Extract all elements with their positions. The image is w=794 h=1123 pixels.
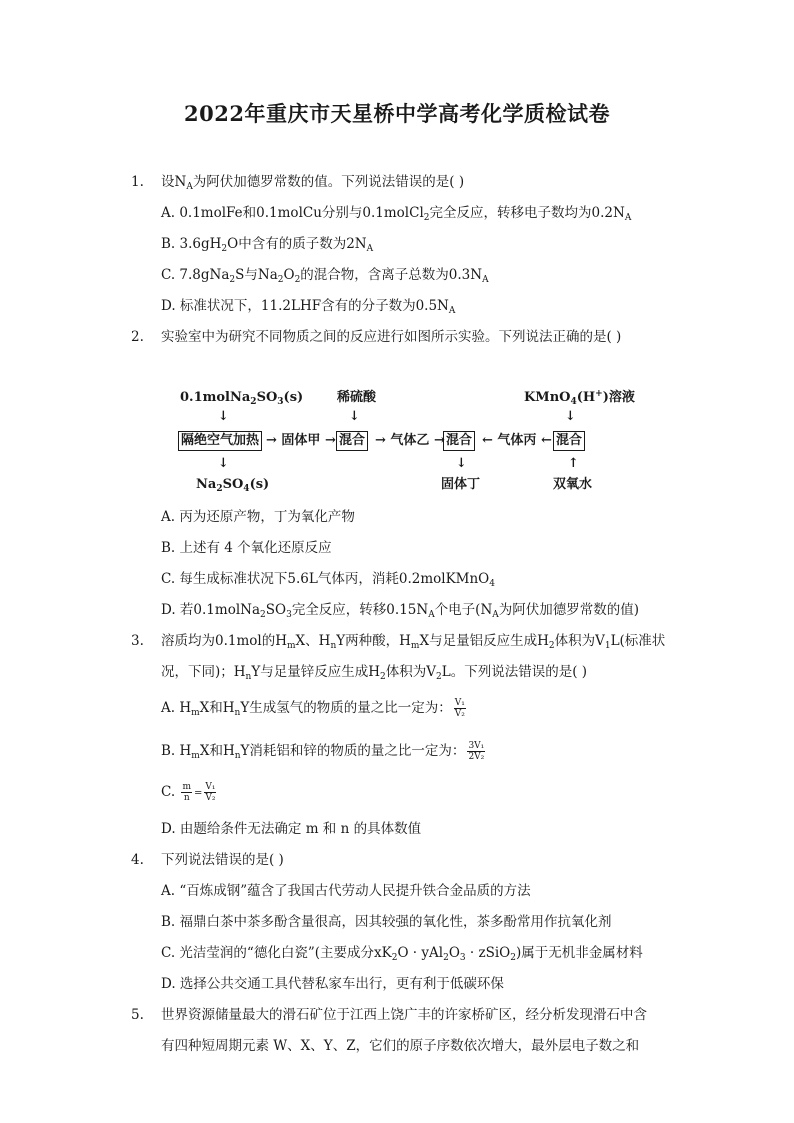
reagent-na2so3: $0.1molNa_2SO_3(s)$ [180,390,304,407]
option-a: A. $H_mX$和$H_nY$生成氢气的物质的量之比一定为： $\frac{\text{V₁}}{\text{V₂}}$ [161,698,465,719]
label-solid-a: → 固体甲 → [266,433,336,448]
option-b: B. 福鼎白茶中茶多酚含量很高，因其较强的氧化性，茶多酚常用作抗氧化剂 [161,914,612,930]
box-mix-2: 混合 [443,431,475,451]
fraction: $\frac{\text{V₁}}{\text{V₂}}$ [205,782,216,803]
option-a: A. 丙为还原产物，丁为氧化产物 [161,509,355,525]
down-arrow: ↓ [218,409,229,424]
question-number: 3. [131,633,144,649]
reagent-kmno4: KMnO$_4$(H+)溶液 [524,389,635,407]
question-number: 4. [131,852,144,868]
option-d: D. 标准状况下，11.2LHF含有的分子数为$0.5N_A$ [161,298,456,316]
option-d: D. 选择公共交通工具代替私家车出行，更有利于低碳环保 [161,976,504,992]
question-stem: 实验室中为研究不同物质之间的反应进行如图所示实验。下列说法正确的是( ) [161,329,622,345]
reagent-sulfuric-acid: 稀硫酸 [337,390,377,405]
option-c: C. 每生成标准状况下5.6L气体丙，消耗0.2molKMnO$_4$ [161,571,495,589]
option-d: D. 若$0.1molNa_2SO_3$完全反应，转移$0.15N_A$个电子($N_A$为阿伏加德罗常数的值) [161,602,640,620]
question-stem-cont: 况，下同)；$H_nY$与足量锌反应生成$H_2$体积为$V_2L$。下列说法错误的是( ) [161,664,588,682]
box-mix-1: 混合 [336,431,368,451]
reagent-h2o2: 双氧水 [553,477,593,492]
option-b: B. $H_mX$和$H_nY$消耗铝和锌的物质的量之比一定为： $\frac{\text{3V₁}}{\text{2V₂}}$ [161,741,485,762]
question-stem: 下列说法错误的是( ) [161,852,284,868]
question-number: 2. [131,329,144,345]
option-c: C. 光洁莹润的“德化白瓷”(主要成分$xK_2O \cdot yAl_2O_3$ · zSiO$_2$)属于无机非金属材料 [161,945,643,963]
fraction: $\frac{\text{V₁}}{\text{V₂}}$ [454,698,465,719]
down-arrow: ↓ [456,456,467,471]
option-c: C. 7.8gNa$_2$S与$Na_2O_2$的混合物，含离子总数为$0.3N_A$ [161,267,489,285]
question-stem: 设$N_A$为阿伏加德罗常数的值。下列说法错误的是( ) [161,174,465,192]
option-c: C. $\frac{m}{n}$ = $\frac{\text{V₁}}{\text{V₂}}$ [161,782,216,803]
fraction: $\frac{m}{n}$ [182,782,191,803]
down-arrow: ↓ [565,409,576,424]
option-b: B. 上述有 4 个氧化还原反应 [161,540,332,556]
option-a: A. “百炼成钢”蕴含了我国古代劳动人民提升铁合金品质的方法 [161,883,531,899]
label-gas-b: → 气体乙 → [375,433,445,448]
box-mix-3: 混合 [553,431,585,451]
option-b: B. $3.6gH_2O$中含有的质子数为$2N_A$ [161,236,374,254]
product-solid-d: 固体丁 [441,477,481,492]
down-arrow: ↓ [349,409,360,424]
label-gas-c: ← 气体丙 ← [482,433,552,448]
down-arrow: ↓ [218,456,229,471]
question-stem: 溶质均为0.1mol的$H_mX$、$H_nY$两种酸，$H_mX$与足量铝反应生成$H_2$体积为$V_1L$(标准状 [161,633,666,651]
option-d: D. 由题给条件无法确定 m 和 n 的具体数值 [161,821,422,837]
question-number: 5. [131,1007,144,1023]
fraction: $\frac{\text{3V₁}}{\text{2V₂}}$ [468,741,485,762]
box-heat: 隔绝空气加热 [178,431,262,451]
question-stem-cont: 有四种短周期元素 W、X、Y、Z，它们的原子序数依次增大，最外层电子数之和 [161,1038,640,1054]
option-a: A. 0.1molFe和0.1molCu分别与0.1molCl$_2$完全反应，转移电子数均为$0.2N_A$ [161,205,632,223]
question-number: 1. [131,174,144,190]
question-stem: 世界资源储量最大的滑石矿位于江西上饶广丰的许家桥矿区，经分析发现滑石中含 [161,1007,647,1023]
product-na2so4: $Na_2SO_4(s)$ [196,477,270,494]
up-arrow: ↑ [568,456,579,471]
page-title: 2022年重庆市天星桥中学高考化学质检试卷 [184,101,610,126]
